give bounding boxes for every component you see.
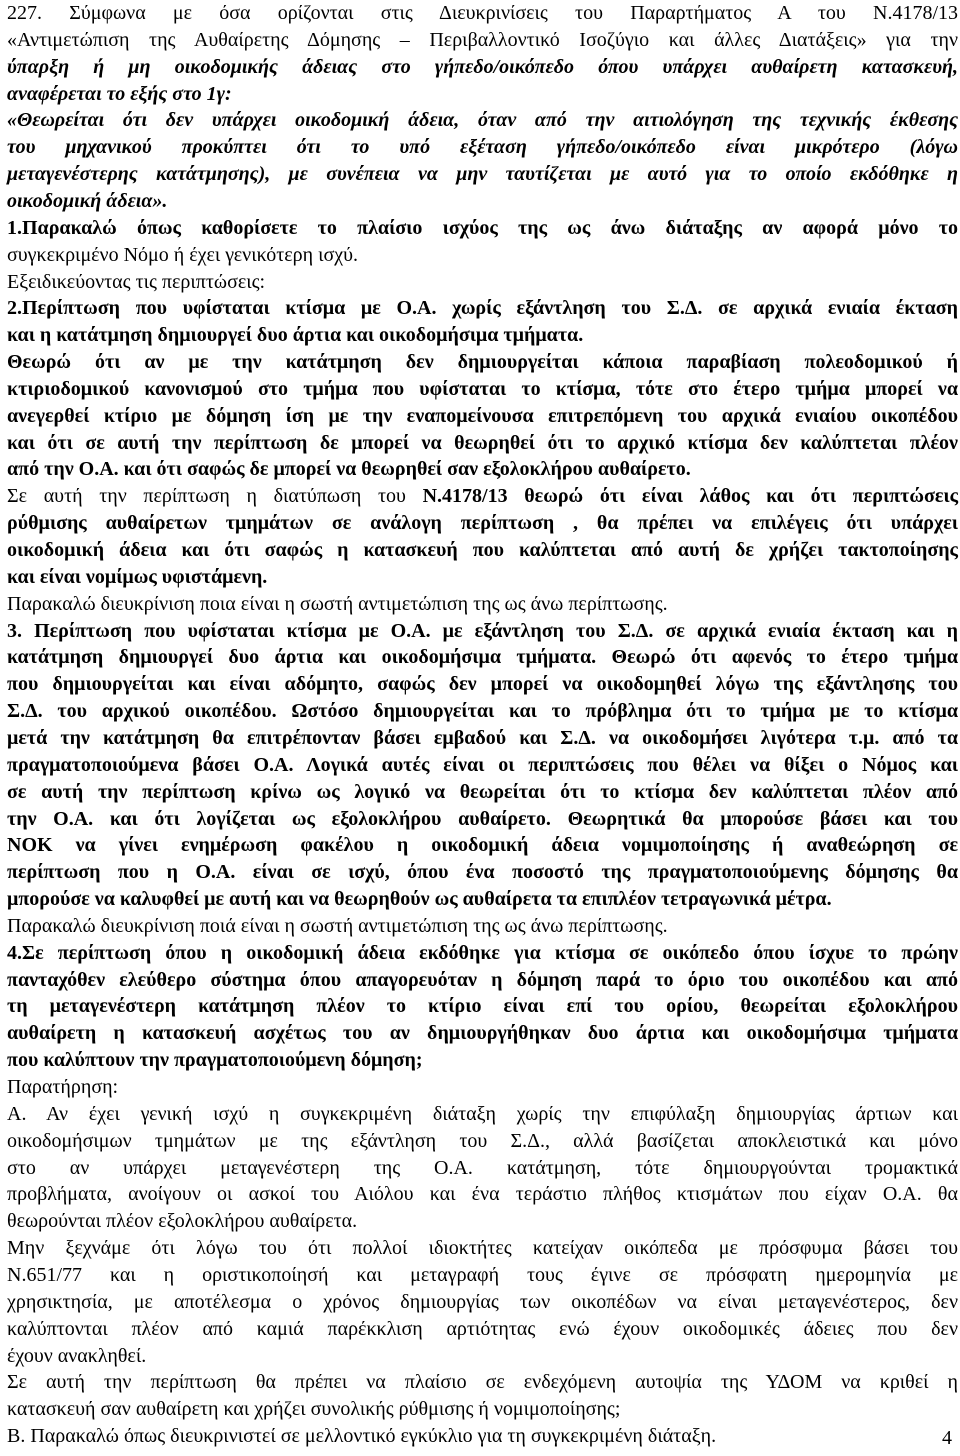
text-run: οικοδομική άδεια». <box>7 189 168 212</box>
text-run: που καλύπτουν την πραγματοποιούμενη δόμηση; <box>7 1049 423 1072</box>
text-line <box>7 1289 958 1315</box>
text-line <box>7 967 958 993</box>
text-line <box>7 671 958 697</box>
text-run: Σε αυτή την περίπτωση θα πρέπει να πλαίσιο σε ενδεχόμενη αυτοψία της ΥΔΟΜ να κριθεί η <box>7 1371 958 1394</box>
text-run: ΝΟΚ να γίνει ενημέρωση φακέλου η οικοδομική άδεια νομιμοποίησης ή αναθεώρηση σε <box>7 834 958 857</box>
text-run: περίπτωση που η Ο.Α. είναι σε ισχύ, όπου ένα ποσοστό της πραγματοποιούμενης δόμησης θα <box>7 861 958 884</box>
text-line <box>7 859 958 885</box>
text-line <box>7 779 958 805</box>
text-line <box>7 1235 958 1261</box>
text-line <box>7 0 958 26</box>
text-line <box>7 376 958 402</box>
text-line <box>7 510 958 536</box>
text-run: προβλήματα, ανοίγουν οι ασκοί του Αιόλου και ένα τεράστιο πλήθος κτισμάτων που είχαν Ο.Α. θα <box>7 1183 958 1206</box>
text-line <box>7 644 958 670</box>
text-run: 227. Σύμφωνα με όσα ορίζονται στις Διευκρινίσεις του Παραρτήματος Α του Ν.4178/13 <box>7 2 958 24</box>
text-run: μεταγενέστερης κατάτμησης), με συνέπεια να μην ταυτίζεται με αυτό για το οποίο εκδόθηκε η <box>7 163 958 186</box>
text-line <box>7 940 958 966</box>
text-run: Θεωρώ ότι αν με την κατάτμηση δεν δημιουργείται κάποια παραβίαση πολεοδομικού ή <box>7 351 958 374</box>
text-run: Β. Παρακαλώ όπως διευκρινιστεί σε μελλοντικό εγκύκλιο για τη συγκεκριμένη διάταξη. <box>7 1425 717 1448</box>
text-line <box>7 188 958 214</box>
text-line <box>7 591 958 617</box>
text-line <box>7 1396 958 1422</box>
text-run: του μηχανικού προκύπτει ότι το υπό εξέταση γήπεδο/οικόπεδο είναι μικρότερο (λόγω <box>7 136 958 159</box>
text-run: Παρατήρηση: <box>7 1076 119 1098</box>
text-run: οικοδομήσιμων τμημάτων με της εξάντληση του Σ.Δ., αλλά βασίζεται αποκλειστικά και μόνο <box>7 1129 958 1152</box>
text-line <box>7 1423 958 1449</box>
text-line <box>7 725 958 751</box>
text-line <box>7 993 958 1019</box>
text-run: Α. Αν έχει γενική ισχύ η συγκεκριμένη διάταξη χωρίς την επιφύλαξη δημιουργίας άρτιων και <box>7 1102 958 1125</box>
text-run: συγκεκριμένο Νόμο ή έχει γενικότερη ισχύ. <box>7 243 359 266</box>
text-run: κατάτμηση δημιουργεί δυο άρτια και οικοδομήσιμα τμήματα. Θεωρώ ότι αφενός το έτερο τμήμα <box>7 646 958 669</box>
text-line <box>7 215 958 241</box>
text-run: 4.Σε περίπτωση όπου η οικοδομική άδεια εκδόθηκε για κτίσμα σε οικόπεδο όπου ίσχυε το πρώην <box>7 941 958 964</box>
text-run: μπορούσε να καλυφθεί με αυτή και να θεωρηθούν ως αυθαίρετα τα επιπλέον τετραγωνικά μέτρα. <box>7 888 832 911</box>
text-line <box>7 752 958 778</box>
text-line <box>7 81 958 107</box>
text-run: Σ.Δ. του αρχικού οικοπέδου. Ωστόσο δημιουργείται και το πρόβλημα ότι το τμήμα με το κτίσμα <box>7 700 958 723</box>
text-line <box>7 403 958 429</box>
text-line <box>7 242 958 268</box>
text-line <box>7 161 958 187</box>
text-run: και είναι νομίμως υφιστάμενη. <box>7 565 268 588</box>
text-run: από την Ο.Α. και ότι σαφώς δε μπορεί να θεωρηθεί σαν εξολοκλήρου αυθαίρετο. <box>7 458 691 481</box>
text-line <box>7 1128 958 1154</box>
text-line <box>7 1074 958 1100</box>
text-line <box>7 698 958 724</box>
text-line <box>7 430 958 456</box>
text-run: πραγματοποιούμενα βάσει Ο.Α. Λογικά αυτές είναι οι περιπτώσεις που θέλει να θίξει ο Νόμος και <box>7 753 958 776</box>
text-run: Μην ξεχνάμε ότι λόγω του ότι πολλοί ιδιοκτήτες κατείχαν οικόπεδα με πρόσφυμα βάσει του <box>7 1237 958 1260</box>
text-line <box>7 886 958 912</box>
text-run: Ν.651/77 και η οριστικοποίησή και μεταγραφή τους έγινε σε πρόσφατη ημερομηνία με <box>7 1263 958 1286</box>
text-run: 1.Παρακαλώ όπως καθορίσετε το πλαίσιο ισχύος της ως άνω διάταξης αν αφορά μόνο το <box>7 216 958 239</box>
text-run: 2.Περίπτωση που υφίσταται κτίσμα με Ο.Α. χωρίς εξάντληση του Σ.Δ. σε αρχικά ενιαία έκταση <box>7 297 958 320</box>
text-line <box>7 27 958 53</box>
text-line <box>7 322 958 348</box>
text-run: την Ο.Α. και ότι λογίζεται ως εξολοκλήρου αυθαίρετο. Θεωρητικά θα μπορούσε βάσει και του <box>7 807 958 830</box>
text-run: αναφέρεται το εξής στο 1γ: <box>7 82 232 105</box>
text-run: 3. Περίπτωση που υφίσταται κτίσμα με Ο.Α. με εξάντληση του Σ.Δ. σε αρχικά ενιαία έκταση και η <box>7 619 958 642</box>
text-run: «Αντιμετώπιση της Αυθαίρετης Δόμησης – Περιβαλλοντικό Ισοζύγιο και άλλες Διατάξεις» για την <box>7 28 958 51</box>
text-run: θεωρούνται πλέον εξολοκλήρου αυθαίρετα. <box>7 1210 358 1233</box>
text-run: οικοδομική άδεια και ότι σαφώς η κατασκευή που καλύπτεται από αυτή δε χρήζει τακτοποίησης <box>7 539 958 561</box>
text-line <box>7 1020 958 1046</box>
text-run: που δημιουργείται και είναι αδόμητο, σαφώς δεν μπορεί να οικοδομηθεί λόγω της εξάντλησης του <box>7 673 958 696</box>
text-run: Παρακαλώ διευκρίνιση ποιά είναι η σωστή αντιμετώπιση της ως άνω περίπτωσης. <box>7 914 668 937</box>
text-line <box>7 564 958 590</box>
text-line <box>7 537 958 563</box>
text-run: «Θεωρείται ότι δεν υπάρχει οικοδομική άδεια, όταν από την αιτιολόγηση της τεχνικής έκθεσης <box>7 109 958 132</box>
text-run: σε αυτή την περίπτωση κρίνω ως λογικό να θεωρείται ότι το κτίσμα δεν καλύπτεται πλέον από <box>7 780 958 803</box>
text-run: χρησικτησία, με αποτέλεσμα ο χρόνος δημιουργίας των οικοπέδων να είναι μεταγενέστερος, δεν <box>7 1290 958 1313</box>
text-run: καλύπτονται πλέον από καμιά παρέκκλιση αρτιότητας ενώ έχουν οικοδομικές άδειες που δεν <box>7 1317 958 1340</box>
text-line <box>7 1262 958 1288</box>
text-line <box>7 269 958 295</box>
text-run: και η κατάτμηση δημιουργεί δυο άρτια και οικοδομήσιμα τμήματα. <box>7 324 584 347</box>
text-line <box>7 1343 958 1369</box>
text-run: Εξειδικεύοντας τις περιπτώσεις: <box>7 270 266 293</box>
text-run: κατασκευή σαν αυθαίρετη και χρήζει συνολικής ρύθμισης ή νομιμοποίησης; <box>7 1398 621 1421</box>
text-run: ρύθμισης αυθαίρετων τμημάτων σε ανάλογη περίπτωση , θα πρέπει να επιλέγεις ότι υπάρχει <box>7 512 958 535</box>
text-line <box>7 1155 958 1181</box>
text-run: ύπαρξη ή μη οικοδομικής άδειας στο γήπεδο/οικόπεδο όπου υπάρχει αυθαίρετη κατασκευή, <box>7 55 958 78</box>
text-line <box>7 1101 958 1127</box>
text-line <box>7 456 958 482</box>
text-line <box>7 618 958 644</box>
text-run: κτιριοδομικού κανονισμού στο τμήμα που υφίσταται το κτίσμα, τότε στο έτερο τμήμα μπορεί να <box>7 377 958 400</box>
text-line <box>7 295 958 321</box>
text-line <box>7 134 958 160</box>
text-line <box>7 1208 958 1234</box>
text-line <box>7 832 958 858</box>
text-line <box>7 349 958 375</box>
text-line <box>7 1369 958 1395</box>
text-line <box>7 107 958 133</box>
text-line <box>7 1047 958 1073</box>
text-run: πανταχόθεν ελεύθερο σύστημα όπου απαγορευόταν η δόμηση παρά το όριο του οικοπέδου και από <box>7 968 958 991</box>
text-line <box>7 483 958 509</box>
text-run: μετά την κατάτμηση θα επιτρέπονταν βάσει εμβαδού και Σ.Δ. να οικοδομήσει λιγότερα τ.μ. από τα <box>7 726 958 749</box>
text-run: και ότι σε αυτή την περίπτωση δε μπορεί να θεωρηθεί ότι το αρχικό κτίσμα δεν καλύπτεται πλέον <box>7 431 958 454</box>
text-line <box>7 54 958 80</box>
text-line <box>7 806 958 832</box>
text-line <box>7 1316 958 1342</box>
text-run: έχουν ανακληθεί. <box>7 1344 147 1367</box>
text-run: αυθαίρετη η κατασκευή ασχέτως του αν δημιουργήθηκαν δυο άρτια και οικοδομήσιμα τμήματα <box>7 1022 958 1045</box>
text-run: Σε αυτή την περίπτωση η διατύπωση του <box>7 485 423 508</box>
text-line <box>7 913 958 939</box>
page-number: 4 <box>942 1427 952 1449</box>
text-run: τη μεταγενέστερη κατάτμηση πλέον το κτίριο είναι επί του ορίου, θεωρείται εξολοκλήρου <box>7 995 958 1018</box>
text-run: ανεγερθεί κτίριο με δόμηση ίση με την εναπομείνουσα επιτρεπόμενη του αρχικά ενιαίου οικοπέδου <box>7 404 958 427</box>
text-run: στο αν υπάρχει μεταγενέστερη της Ο.Α. κατάτμηση, τότε δημιουργούνται τρομακτικά <box>7 1156 958 1179</box>
text-line <box>7 1181 958 1207</box>
text-run: Ν.4178/13 θεωρώ ότι είναι λάθος και ότι περιπτώσεις <box>422 485 958 508</box>
text-run: Παρακαλώ διευκρίνιση ποια είναι η σωστή αντιμετώπιση της ως άνω περίπτωσης. <box>7 592 668 615</box>
